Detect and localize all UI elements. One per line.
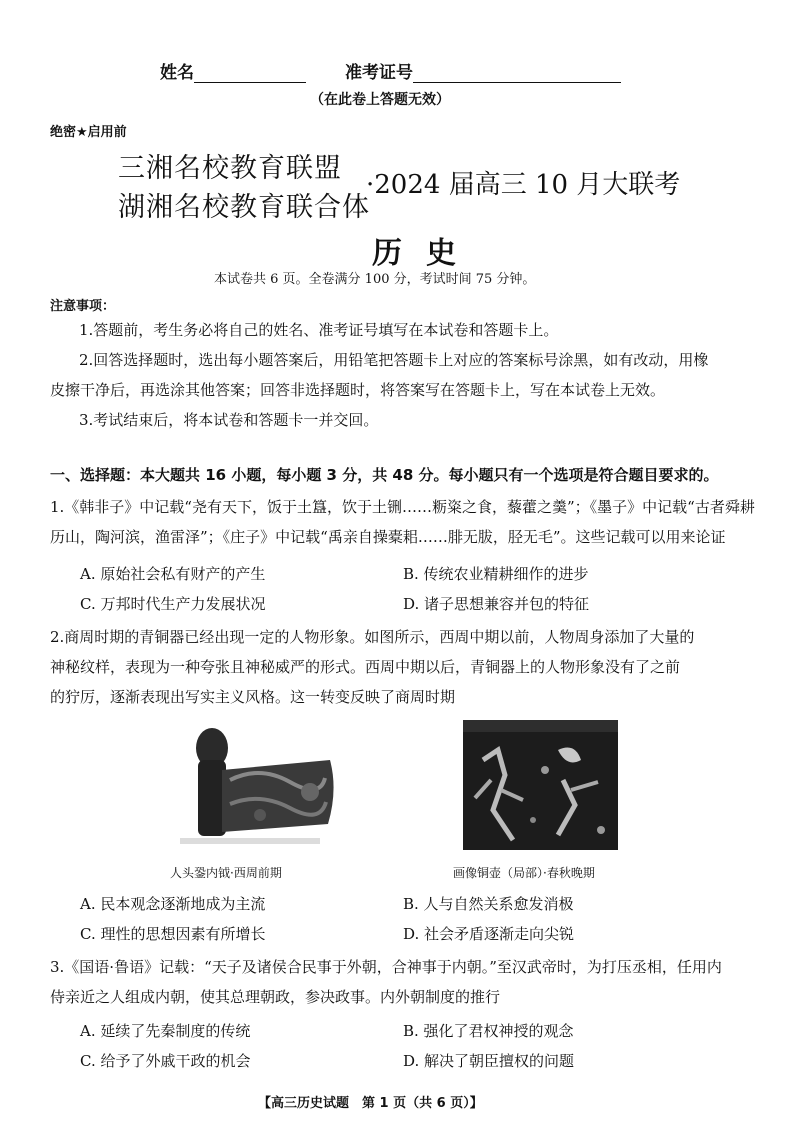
org-name-2: 湖湘名校教育联合体 bbox=[118, 192, 370, 223]
q2-option-b: B. 人与自然关系愈发消极 bbox=[403, 895, 574, 913]
q2-line-3: 的狞厉，逐渐表现出写实主义风格。这一转变反映了商周时期 bbox=[50, 688, 456, 706]
notes-item-2b: 皮擦干净后，再选涂其他答案；回答非选择题时，将答案写在答题卡上，写在本试卷上无效。 bbox=[50, 381, 666, 399]
q3-line-2: 侍亲近之人组成内朝，使其总理朝政，参决政事。内外朝制度的推行 bbox=[50, 988, 501, 1006]
section-heading: 一、选择题：本大题共 16 小题，每小题 3 分，共 48 分。每小题只有一个选项是符合题目要求的。 bbox=[50, 466, 719, 484]
name-label: 姓名 bbox=[160, 63, 194, 83]
q2-option-d: D. 社会矛盾逐渐走向尖锐 bbox=[403, 925, 575, 943]
q1-option-b: B. 传统农业精耕细作的进步 bbox=[403, 565, 589, 583]
page-footer: 【高三历史试题 第 1 页（共 6 页）】 bbox=[258, 1096, 483, 1111]
q3-option-d: D. 解决了朝臣擅权的问题 bbox=[403, 1052, 575, 1070]
invalid-note: （在此卷上答题无效） bbox=[310, 92, 450, 108]
exam-info: 本试卷共 6 页。全卷满分 100 分，考试时间 75 分钟。 bbox=[214, 272, 536, 287]
exam-id-label: 准考证号 bbox=[345, 63, 413, 83]
q3-option-a: A. 延续了先秦制度的传统 bbox=[80, 1022, 251, 1040]
q2-line-2: 神秘纹样，表现为一种夸张且神秘威严的形式。西周中期以后，青铜器上的人物形象没有了之前 bbox=[50, 658, 681, 676]
notes-item-1: 1.答题前，考生务必将自己的姓名、准考证号填写在本试卷和答题卡上。 bbox=[79, 321, 559, 339]
exam-id-field bbox=[345, 58, 621, 83]
name-blank bbox=[194, 62, 306, 83]
exam-title: ·2024 届高三 10 月大联考 bbox=[366, 170, 681, 200]
secret-label: 绝密★启用前 bbox=[50, 125, 127, 140]
name-field bbox=[160, 58, 306, 83]
org-name-1: 三湘名校教育联盟 bbox=[118, 153, 342, 184]
notes-item-2a: 2.回答选择题时，选出每小题答案后，用铅笔把答题卡上对应的答案标号涂黑，如有改动，用橡 bbox=[79, 351, 709, 369]
q1-option-d: D. 诸子思想兼容并包的特征 bbox=[403, 595, 590, 613]
notes-item-3: 3.考试结束后，将本试卷和答题卡一并交回。 bbox=[79, 411, 379, 429]
q2-line-1: 2.商周时期的青铜器已经出现一定的人物形象。如图所示，西周中期以前，人物周身添加了大量的 bbox=[50, 628, 695, 646]
subject-title: 历史 bbox=[372, 236, 480, 271]
bronze-axe-image bbox=[160, 720, 340, 850]
q1-option-a: A. 原始社会私有财产的产生 bbox=[80, 565, 266, 583]
q1-option-c: C. 万邦时代生产力发展状况 bbox=[80, 595, 266, 613]
q3-line-1: 3.《国语·鲁语》记载：“天子及诸侯合民事于外朝，合神事于内朝。”至汉武帝时，为打压丞相，任用内 bbox=[50, 958, 722, 976]
caption-right: 画像铜壶（局部）·春秋晚期 bbox=[453, 866, 595, 880]
q2-option-a: A. 民本观念逐渐地成为主流 bbox=[80, 895, 266, 913]
q1-line-2: 历山，陶河滨，渔雷泽”；《庄子》中记载“禹亲自操橐耜……腓无胈，胫无毛”。这些记载可以用来论证 bbox=[50, 528, 726, 546]
q2-option-c: C. 理性的思想因素有所增长 bbox=[80, 925, 266, 943]
q1-line-1: 1.《韩非子》中记载“尧有天下，饭于土簋，饮于土铏……粝粢之食，藜藿之羹”；《墨子》中记载“古者舜耕 bbox=[50, 498, 755, 516]
caption-left: 人头銎内钺·西周前期 bbox=[170, 866, 282, 880]
exam-id-blank bbox=[413, 62, 621, 83]
notes-heading: 注意事项： bbox=[50, 299, 116, 314]
q3-option-b: B. 强化了君权神授的观念 bbox=[403, 1022, 574, 1040]
q3-option-c: C. 给予了外戚干政的机会 bbox=[80, 1052, 251, 1070]
bronze-pot-image bbox=[463, 720, 618, 850]
